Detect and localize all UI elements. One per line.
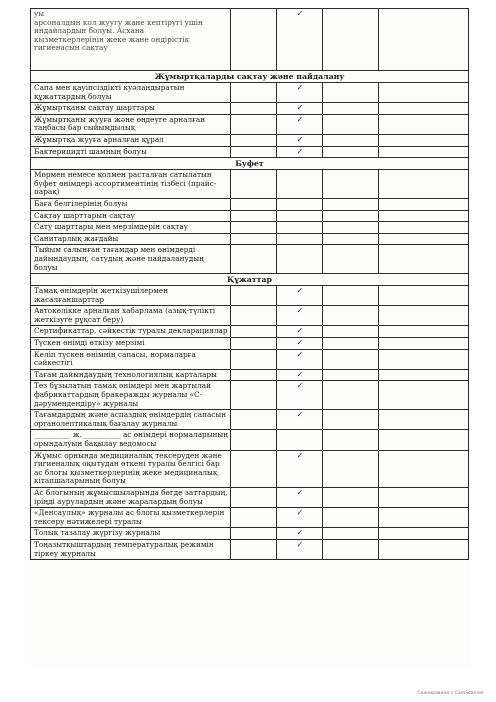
criterion-cell: Тағам дайындаудың технологиялық карталары: [31, 369, 231, 381]
empty-cell: [231, 349, 277, 369]
empty-cell: [231, 170, 277, 199]
table-row: [31, 146, 469, 158]
empty-cell: [379, 369, 469, 381]
criterion-cell: Сертификаттар, сәйкестік туралы декларациялар: [31, 326, 231, 338]
criterion-cell: Тыйым салынған тағамдар мен өнімдерді дайындаудың, сатудың және пайдаланудың болуы: [31, 245, 231, 274]
empty-cell: [379, 430, 469, 450]
criterion-cell: Санитарлық жағдайы: [31, 233, 231, 245]
section-title-storage: Жұмыртқаларды сақтау және пайдалану: [31, 71, 469, 83]
empty-cell: [379, 381, 469, 410]
criterion-cell: Тоңазытқыштардың температуралық режимін тіркеу журналы: [31, 539, 231, 559]
empty-cell: [231, 539, 277, 559]
criterion-cell: Автокөлікке арналған хабарлама (азық-түлікті жеткізуге рұқсат беру): [31, 306, 231, 326]
section-title-documents: Құжаттар: [31, 274, 469, 286]
empty-cell: [379, 210, 469, 222]
criterion-cell: __________ ж. __________ ас өнімдері нормаларының орындалуын бақылау ведомосы: [31, 430, 231, 450]
criterion-cell: Бактерицидті шамның болуы: [31, 146, 231, 158]
criterion-cell: Баға белгілерінің болуы: [31, 198, 231, 210]
section-row: [31, 71, 469, 83]
empty-cell: [231, 306, 277, 326]
empty-cell: [231, 146, 277, 158]
empty-cell: [323, 170, 379, 199]
check-mark: [277, 210, 323, 222]
check-mark: ✓: [277, 103, 323, 115]
empty-cell: [379, 9, 469, 71]
check-mark: ✓: [277, 369, 323, 381]
check-mark: [277, 222, 323, 234]
empty-cell: [379, 528, 469, 540]
empty-cell: [231, 83, 277, 103]
empty-cell: [231, 381, 277, 410]
empty-cell: [379, 146, 469, 158]
empty-cell: [323, 410, 379, 430]
criterion-cell: Жұмыс орнында медициналық тексеруден және гигиеналық оқытудан өткені туралы белгісі бар ас блогы қызметкерлерінің жеке медициналық кітапшаларының болуы: [31, 450, 231, 487]
check-mark: ✓: [277, 286, 323, 306]
empty-cell: [379, 286, 469, 306]
criterion-cell: Толық тазалау жүргізу журналы: [31, 528, 231, 540]
table-row: [31, 349, 469, 369]
table-row: [31, 198, 469, 210]
empty-cell: [323, 210, 379, 222]
table-row: [31, 210, 469, 222]
empty-cell: [231, 198, 277, 210]
table-row: [31, 450, 469, 487]
empty-cell: [379, 83, 469, 103]
check-mark: [277, 245, 323, 274]
empty-cell: [379, 170, 469, 199]
check-mark: ✓: [277, 114, 323, 134]
empty-cell: [323, 146, 379, 158]
empty-cell: [231, 9, 277, 71]
table-row: [31, 83, 469, 103]
empty-cell: [231, 134, 277, 146]
criterion-cell: Тамақ өнімдерін жеткізушілермен жасалғаншарттар: [31, 286, 231, 306]
inspection-checklist-table: [30, 8, 469, 560]
table-row: [31, 170, 469, 199]
empty-cell: [323, 381, 379, 410]
empty-cell: [323, 326, 379, 338]
check-mark: ✓: [277, 338, 323, 350]
section-row: [31, 274, 469, 286]
table-row: [31, 114, 469, 134]
empty-cell: [231, 508, 277, 528]
empty-cell: [231, 114, 277, 134]
empty-cell: [323, 338, 379, 350]
check-mark: ✓: [277, 349, 323, 369]
check-mark: ✓: [277, 83, 323, 103]
table-row: [31, 326, 469, 338]
empty-cell: [323, 103, 379, 115]
check-mark: ✓: [277, 410, 323, 430]
empty-cell: [379, 450, 469, 487]
empty-cell: [231, 222, 277, 234]
criterion-cell: Жұмыртқаны жууға және өңдеуге арналған таңбасы бар сыйымдылық: [31, 114, 231, 134]
empty-cell: [231, 369, 277, 381]
table-row: [31, 222, 469, 234]
empty-cell: [323, 233, 379, 245]
criterion-cell: Мөрмен немесе қолмен расталған сатылатын буфет өнімдері ассортиментінің тізбесі (прайс-парақ): [31, 170, 231, 199]
empty-cell: [379, 233, 469, 245]
criterion-cell: Тез бұзылатын тамақ өнімдері мен жартылай фабрикаттардың бракеражды журналы «С-дәрумендендіру» журналы: [31, 381, 231, 410]
table-row: [31, 369, 469, 381]
table-row: [31, 487, 469, 507]
criterion-cell: Жұмыртқаны сақтау шарттары: [31, 103, 231, 115]
empty-cell: [379, 245, 469, 274]
empty-cell: [379, 306, 469, 326]
empty-cell: [379, 410, 469, 430]
empty-cell: [379, 508, 469, 528]
table-row: [31, 286, 469, 306]
check-mark: ✓: [277, 508, 323, 528]
section-title-buffet: Буфет: [31, 158, 469, 170]
empty-cell: [323, 198, 379, 210]
check-mark: ✓: [277, 381, 323, 410]
scanner-watermark: Сканировано с CamScanner: [417, 691, 484, 696]
empty-cell: [323, 539, 379, 559]
empty-cell: [323, 286, 379, 306]
table-row: [31, 338, 469, 350]
table-row: [31, 134, 469, 146]
empty-cell: [323, 528, 379, 540]
empty-cell: [323, 430, 379, 450]
empty-cell: [231, 450, 277, 487]
check-mark: [277, 170, 323, 199]
criterion-cell: «Денсаулық» журналы ас блогы қызметкерлерін тексеру нәтижелері туралы: [31, 508, 231, 528]
check-mark: ✓: [277, 487, 323, 507]
criterion-cell: Түскен өнімді өткізу мерзімі: [31, 338, 231, 350]
empty-cell: [379, 103, 469, 115]
table-row: [31, 233, 469, 245]
empty-cell: [379, 198, 469, 210]
empty-cell: [379, 539, 469, 559]
table-row: [31, 410, 469, 430]
empty-cell: [231, 233, 277, 245]
empty-cell: [231, 210, 277, 222]
check-mark: ✓: [277, 146, 323, 158]
empty-cell: [231, 430, 277, 450]
check-mark: [277, 430, 323, 450]
table-row: [31, 245, 469, 274]
empty-cell: [231, 326, 277, 338]
empty-cell: [323, 114, 379, 134]
check-mark: ✓: [277, 306, 323, 326]
scanned-page: [30, 8, 470, 668]
table-row: [31, 539, 469, 559]
table-row: [31, 528, 469, 540]
check-mark: ✓: [277, 450, 323, 487]
empty-cell: [323, 245, 379, 274]
check-mark: ✓: [277, 9, 323, 71]
empty-cell: [231, 487, 277, 507]
table-row: [31, 103, 469, 115]
check-mark: ✓: [277, 326, 323, 338]
empty-cell: [231, 528, 277, 540]
empty-cell: [231, 286, 277, 306]
check-mark: ✓: [277, 528, 323, 540]
check-mark: ✓: [277, 539, 323, 559]
empty-cell: [323, 487, 379, 507]
empty-cell: [379, 487, 469, 507]
table-row: [31, 306, 469, 326]
empty-cell: [379, 114, 469, 134]
table-row: [31, 508, 469, 528]
table-row: [31, 9, 469, 71]
empty-cell: [323, 9, 379, 71]
empty-cell: [379, 222, 469, 234]
empty-cell: [323, 450, 379, 487]
empty-cell: [323, 369, 379, 381]
criterion-cell: Сапа мен қауіпсіздікті куәландыратын құжаттардың болуы: [31, 83, 231, 103]
empty-cell: [379, 326, 469, 338]
empty-cell: [323, 508, 379, 528]
empty-cell: [323, 349, 379, 369]
empty-cell: [231, 410, 277, 430]
empty-cell: [231, 338, 277, 350]
empty-cell: [323, 222, 379, 234]
criterion-cell: Келіп түскен өнімнің сапасы, нормаларға сәйкестігі: [31, 349, 231, 369]
section-row: [31, 158, 469, 170]
table-row: [31, 381, 469, 410]
check-mark: [277, 233, 323, 245]
empty-cell: [323, 83, 379, 103]
criterion-cell: Ас блогының жұмысшыларында бөгде заттардың, іріңді аурулардың және жаралардың болуы: [31, 487, 231, 507]
empty-cell: [323, 134, 379, 146]
empty-cell: [231, 103, 277, 115]
check-mark: ✓: [277, 134, 323, 146]
empty-cell: [379, 338, 469, 350]
criterion-cell: Сату шарттары мен мерзімдерін сақтау: [31, 222, 231, 234]
check-mark: [277, 198, 323, 210]
table-row: [31, 430, 469, 450]
criterion-cell: уы арсоналдын кол жуугу жане кептiругi ушiн индайлардын болуы. Асхана кызметкерлерiнiн жеке жане ондiрiстiк гигиенасын сактау: [31, 9, 231, 71]
empty-cell: [379, 349, 469, 369]
empty-cell: [379, 134, 469, 146]
empty-cell: [231, 245, 277, 274]
criterion-cell: Жұмыртқа жууға арналған құрал: [31, 134, 231, 146]
empty-cell: [323, 306, 379, 326]
criterion-cell: Тағамдардың және аспаздық өнімдердің сапасын органолептикалық бағалау журналы: [31, 410, 231, 430]
criterion-cell: Сақтау шарттарын сақтау: [31, 210, 231, 222]
